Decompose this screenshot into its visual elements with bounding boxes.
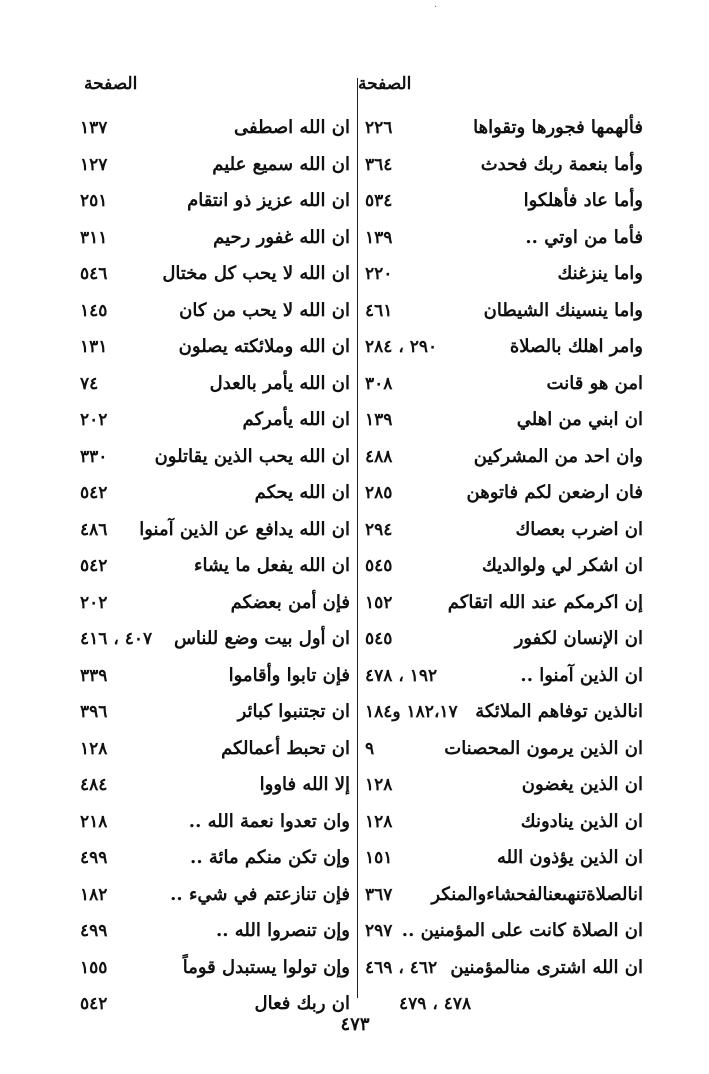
- page-reference: ٢٢٦: [365, 118, 393, 138]
- verse-text: ان الله يفعل ما يشاء: [194, 555, 350, 576]
- index-entry: [365, 658, 643, 695]
- index-entry: [80, 731, 350, 768]
- index-entry: [365, 548, 643, 585]
- page-reference: ٤٨٤: [80, 775, 108, 795]
- page-reference: ١٣٩: [365, 227, 393, 248]
- index-entry: [365, 512, 643, 549]
- page-reference: ٧٤: [80, 373, 99, 394]
- index-entry: [80, 110, 350, 147]
- index-entry: [365, 366, 643, 403]
- page-reference: ٢٨٥: [365, 483, 393, 503]
- page-reference: ١٥٢: [365, 592, 393, 613]
- index-entry: [365, 694, 643, 731]
- page-reference: ٥٤٢: [80, 556, 108, 576]
- verse-text: فإن تنازعتم في شيء ..: [170, 883, 350, 905]
- verse-text: انالصلاةتنهىعنالفحشاءوالمنكر: [431, 883, 643, 905]
- index-entry: [365, 913, 643, 950]
- index-entry: [80, 512, 350, 549]
- page-reference: ١٣١: [80, 337, 108, 357]
- verse-text: وإن تنصروا الله ..: [215, 920, 350, 941]
- page-reference: ٤٩٩: [80, 848, 108, 868]
- page-reference: ١٤٥: [80, 300, 108, 321]
- verse-text: ان الله لا يحب من كان: [179, 299, 350, 321]
- index-entry: [365, 439, 643, 476]
- corner-mark: ·: [434, 2, 438, 13]
- page-reference: ٤٦٢ ، ٤٦٩: [365, 957, 438, 978]
- left-column-header: الصفحة: [84, 74, 138, 94]
- page-reference: ٣٣٩: [80, 665, 108, 686]
- verse-text: واما ينزغنك: [557, 263, 643, 284]
- page-reference: ٣١١: [80, 227, 108, 248]
- index-entry: [80, 877, 350, 914]
- verse-text: ان الله غفور رحيم: [213, 226, 350, 248]
- verse-text: انالذين توفاهم الملائكة: [475, 701, 643, 722]
- verse-text: ان الله اشترى منالمؤمنين: [450, 956, 643, 978]
- index-entry: [80, 256, 350, 293]
- verse-text: وأما عاد فأهلكوا: [523, 190, 643, 211]
- page-reference: ١٣٧: [80, 118, 108, 138]
- page-reference: ٢٩٧: [365, 921, 393, 941]
- index-entry: [80, 475, 350, 512]
- page-reference: ٥٤٢: [80, 994, 108, 1014]
- page-reference: ٢٩٠ ، ٢٨٤: [365, 337, 438, 357]
- verse-text: وامر اهلك بالصلاة: [509, 336, 643, 357]
- index-entry: [80, 329, 350, 366]
- verse-text: ان الذين يرمون المحصنات: [444, 737, 643, 759]
- page-reference: ٤٨٨: [365, 446, 393, 467]
- page-reference: ١٢٨: [365, 811, 393, 832]
- page-reference: ٩: [365, 738, 375, 759]
- index-entry: [365, 840, 643, 877]
- index-entry: [365, 804, 643, 841]
- page-reference: ٢٩٤: [365, 519, 393, 540]
- verse-text: ان الله يدافع عن الذين آمنوا: [139, 518, 350, 540]
- page-reference: ٤٧٨ ، ٤٧٩: [399, 994, 472, 1014]
- verse-text: ان أول بيت وضع للناس: [173, 628, 350, 649]
- right-index-column: [365, 110, 643, 1014]
- index-entry: [365, 110, 643, 147]
- page-reference: ٤٦١: [365, 300, 393, 321]
- page-reference: ٢٠٢: [80, 592, 108, 613]
- page-reference: ٢٢٠: [365, 264, 393, 284]
- page-reference: ٢١٨: [80, 811, 108, 832]
- page-reference: ٣٠٨: [365, 373, 393, 394]
- page-reference: ١٢٨: [80, 738, 108, 759]
- column-divider: [357, 78, 358, 998]
- index-entry: [80, 439, 350, 476]
- page-reference: ٣٣٠: [80, 446, 108, 467]
- index-entry: [80, 220, 350, 257]
- verse-text: ان تحبط أعمالكم: [221, 737, 350, 759]
- verse-text: ان الله وملائكته يصلون: [178, 336, 350, 357]
- index-entry: [80, 767, 350, 804]
- index-entry: [365, 475, 643, 512]
- index-entry: [365, 950, 643, 987]
- index-entry: [365, 220, 643, 257]
- page-reference: ٥٣٤: [365, 191, 393, 211]
- index-entry: [365, 183, 643, 220]
- index-entry: [80, 840, 350, 877]
- index-entry: [365, 147, 643, 184]
- verse-text: فأما من اوتي ..: [525, 226, 643, 248]
- verse-text: ان الله يحكم: [254, 482, 350, 503]
- verse-text: وإن تكن منكم مائة ..: [190, 847, 350, 868]
- page-reference: ٢٥١: [80, 191, 108, 211]
- page-reference: ٤٨٦: [80, 519, 108, 540]
- index-entry: [80, 621, 350, 658]
- verse-text: ان الذين آمنوا ..: [520, 664, 643, 686]
- index-entry: [80, 147, 350, 184]
- page-number: ٤٧٣: [340, 1014, 370, 1035]
- index-entry: [365, 877, 643, 914]
- index-entry: [80, 293, 350, 330]
- index-entry: [365, 329, 643, 366]
- index-entry: [80, 548, 350, 585]
- verse-text: فإن تابوا وأقاموا: [228, 664, 350, 686]
- verse-text: إن اكرمكم عند الله اتقاكم: [447, 591, 643, 613]
- verse-text: فإن أمن بعضكم: [230, 591, 350, 613]
- verse-text: ان اضرب بعصاك: [515, 518, 643, 540]
- verse-text: وان احد من المشركين: [473, 445, 643, 467]
- index-entry: [365, 767, 643, 804]
- verse-text: ان الذين يغضون: [521, 774, 643, 795]
- verse-text: ان الله عزيز ذو انتقام: [187, 190, 350, 211]
- page-reference: ١٨٢: [80, 884, 108, 905]
- verse-text: ان الذين يؤذون الله: [497, 847, 643, 868]
- verse-text: واما ينسينك الشيطان: [483, 299, 643, 321]
- index-entry: [80, 694, 350, 731]
- verse-text: وإن تولوا يستبدل قوماً: [182, 956, 350, 978]
- verse-text: وأما بنعمة ربك فحدث: [480, 153, 643, 175]
- index-entry: [365, 256, 643, 293]
- index-entry: [80, 658, 350, 695]
- verse-text: ان الله يحب الذين يقاتلون: [154, 445, 350, 467]
- verse-text: ان الإنسان لكفور: [514, 628, 643, 649]
- verse-text: فألهمها فجورها وتقواها: [473, 117, 643, 138]
- left-index-column: [80, 110, 350, 1014]
- page-reference: ٥٤٥: [365, 556, 393, 576]
- verse-text: ان الله سميع عليم: [212, 153, 350, 175]
- page-reference: ٤٩٩: [80, 921, 108, 941]
- page-reference: ١٥٥: [80, 957, 108, 978]
- page-reference: ١٢٨: [365, 775, 393, 795]
- verse-text: ان الصلاة كانت على المؤمنين ..: [401, 920, 643, 941]
- index-entry: [365, 293, 643, 330]
- page-reference: ٥٤٢: [80, 483, 108, 503]
- page-reference: ٥٤٦: [80, 264, 108, 284]
- page-reference: ١٩٢ ، ٤٧٨: [365, 665, 438, 686]
- verse-text: امن هو قانت: [546, 372, 643, 394]
- verse-text: وان تعدوا نعمة الله ..: [188, 810, 350, 832]
- page-reference: ١٥١: [365, 848, 393, 868]
- verse-text: فان ارضعن لكم فاتوهن: [466, 482, 643, 503]
- index-entry: [80, 366, 350, 403]
- verse-text: ان اشكر لي ولوالديك: [481, 555, 643, 576]
- index-entry: [365, 585, 643, 622]
- page-reference: ١٢٧: [80, 154, 108, 175]
- page-reference: ١٣٩: [365, 410, 393, 430]
- index-entry: [80, 585, 350, 622]
- index-entry: [365, 621, 643, 658]
- verse-text: ان الله لا يحب كل مختال: [162, 263, 350, 284]
- page-reference: ٣٩٦: [80, 702, 108, 722]
- index-entry: [365, 402, 643, 439]
- index-entry: [365, 731, 643, 768]
- page-reference: ٢٠٢: [80, 410, 108, 430]
- verse-text: إلا الله فاووا: [259, 774, 350, 795]
- index-entry: [365, 986, 643, 1023]
- page-reference: ٥٤٥: [365, 629, 393, 649]
- verse-text: ان الله اصطفى: [233, 117, 350, 138]
- page-reference: ١٨٢،١٧ و١٨٤: [365, 702, 458, 722]
- verse-text: ان تجتنبوا كبائر: [237, 701, 350, 722]
- page-reference: ٣٦٤: [365, 154, 393, 175]
- verse-text: ان ربك فعال: [254, 993, 350, 1014]
- index-entry: [80, 913, 350, 950]
- verse-text: ان الذين ينادونك: [520, 810, 643, 832]
- verse-text: ان ابني من اهلي: [516, 409, 643, 430]
- page-reference: ٤٠٧ ، ٤١٦: [80, 629, 153, 649]
- verse-text: ان الله يأمر بالعدل: [209, 372, 350, 394]
- index-entry: [80, 804, 350, 841]
- index-entry: [80, 950, 350, 987]
- index-entry: [80, 183, 350, 220]
- verse-text: ان الله يأمركم: [242, 409, 350, 430]
- index-entry: [80, 402, 350, 439]
- index-entry: [80, 986, 350, 1023]
- page-reference: ٣٦٧: [365, 884, 393, 905]
- right-column-header: الصفحة: [358, 74, 412, 94]
